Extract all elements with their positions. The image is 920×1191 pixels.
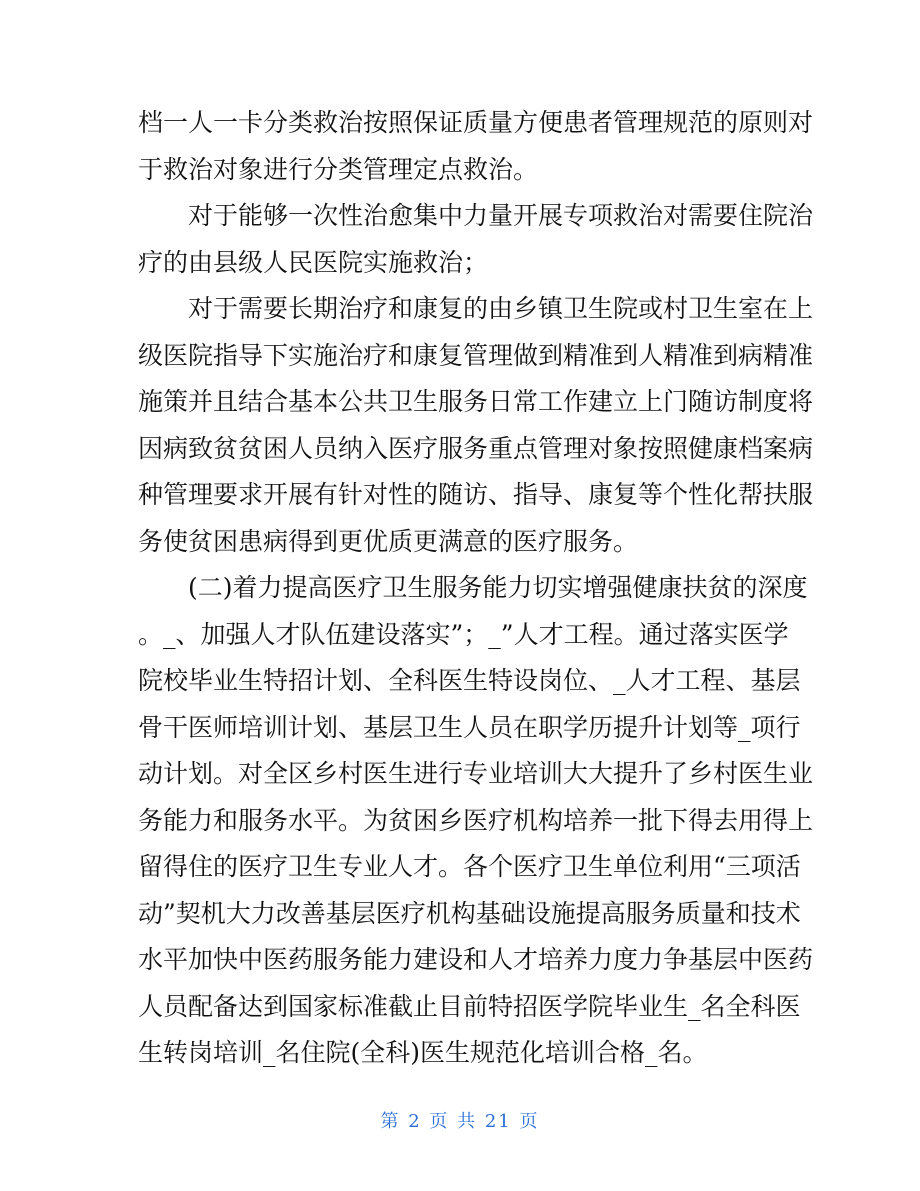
text-line: 人员配备达到国家标准截止目前特招医学院毕业生_名全科医 bbox=[138, 991, 801, 1021]
text-line: 骨干医师培训计划、基层卫生人员在职学历提升计划等_项行 bbox=[138, 712, 801, 742]
text-line: 档一人一卡分类救治按照保证质量方便患者管理规范的原则对 bbox=[138, 108, 814, 137]
document-body bbox=[138, 100, 814, 1077]
text-line: 对于能够一次性治愈集中力量开展专项救治对需要住院治 bbox=[188, 201, 814, 230]
text-line: 留得住的医疗卫生专业人才。各个医疗卫生单位利用“三项活 bbox=[138, 852, 801, 881]
text-line: 因病致贫贫困人员纳入医疗服务重点管理对象按照健康档案病 bbox=[138, 433, 814, 463]
text-line: 施策并且结合基本公共卫生服务日常工作建立上门随访制度将 bbox=[138, 387, 814, 416]
text-line: 院校毕业生特招计划、全科医生特设岗位、_人才工程、基层 bbox=[138, 666, 801, 695]
text-line: 务使贫困患病得到更优质更满意的医疗服务。 bbox=[138, 526, 639, 556]
text-line: 动计划。对全区乡村医生进行专业培训大大提升了乡村医生业 bbox=[138, 759, 814, 788]
paragraph bbox=[138, 565, 814, 1077]
text-line: 。_、加强人才队伍建设落实”；_”人才工程。通过落实医学 bbox=[138, 619, 789, 649]
text-line: (二)着力提高医疗卫生服务能力切实增强健康扶贫的深度 bbox=[188, 573, 808, 602]
text-line: 疗的由县级人民医院实施救治； bbox=[138, 247, 489, 277]
text-line: 水平加快中医药服务能力建设和人才培养力度力争基层中医药 bbox=[138, 945, 814, 974]
text-line: 于救治对象进行分类管理定点救治。 bbox=[138, 154, 539, 184]
text-line: 动”契机大力改善基层医疗机构基础设施提高服务质量和技术 bbox=[138, 898, 801, 928]
paragraph bbox=[138, 193, 814, 286]
page-number-footer: 第 2 页 共 21 页 bbox=[380, 1111, 540, 1132]
text-line: 级医院指导下实施治疗和康复管理做到精准到人精准到病精准 bbox=[138, 340, 814, 370]
text-line: 务能力和服务水平。为贫困乡医疗机构培养一批下得去用得上 bbox=[138, 805, 814, 835]
paragraph bbox=[138, 100, 814, 193]
text-line: 生转岗培训_名住院(全科)医生规范化培训合格_名。 bbox=[138, 1038, 708, 1067]
text-line: 种管理要求开展有针对性的随访、指导、康复等个性化帮扶服 bbox=[138, 480, 814, 509]
paragraph bbox=[138, 286, 814, 565]
text-line: 对于需要长期治疗和康复的由乡镇卫生院或村卫生室在上 bbox=[188, 294, 814, 323]
